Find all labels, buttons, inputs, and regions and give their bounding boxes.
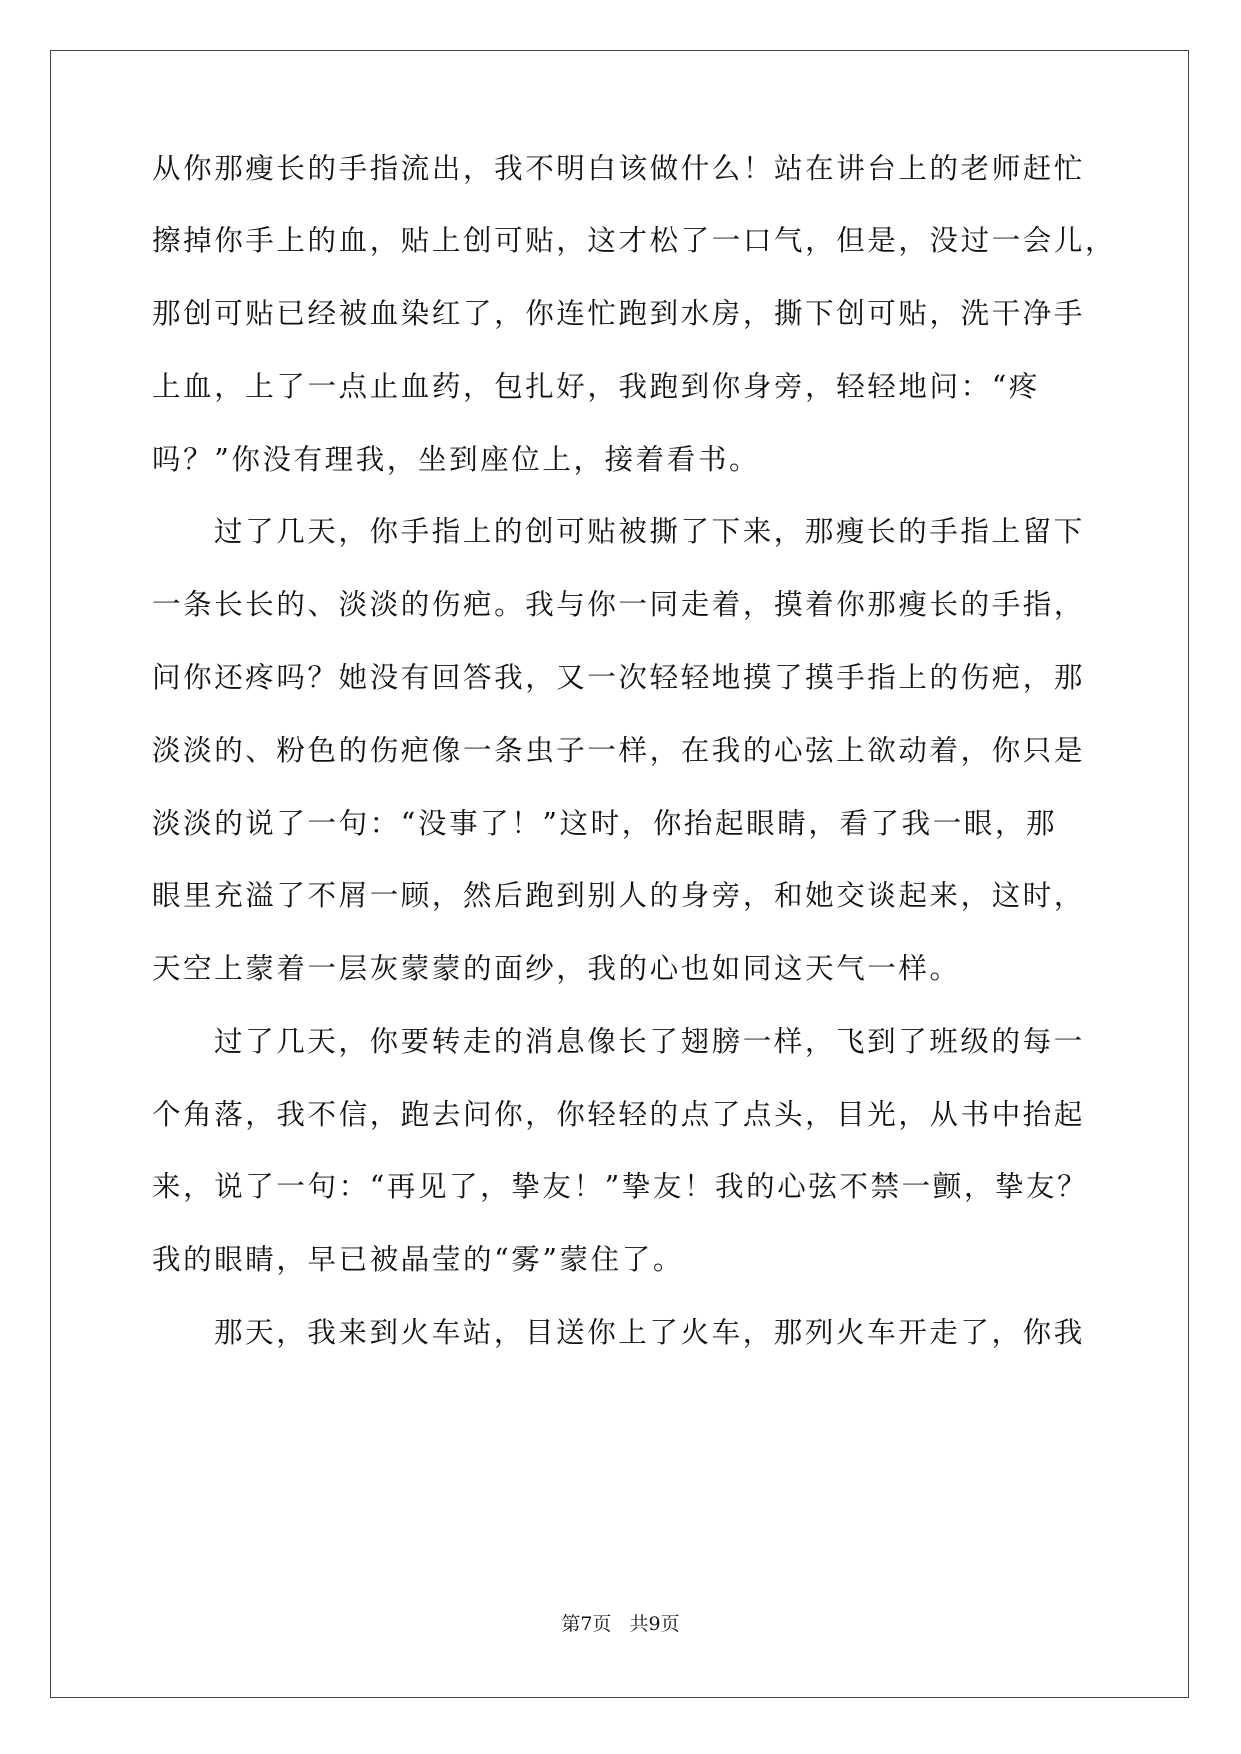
text-line: 个角落，我不信，跑去问你，你轻轻的点了点头，目光，从书中抬起 — [152, 1098, 1086, 1131]
text-line: 问你还疼吗？她没有回答我，又一次轻轻地摸了摸手指上的伤疤，那 — [152, 661, 1086, 694]
text-line: 上血，上了一点止血药，包扎好，我跑到你身旁，轻轻地问：“疼 — [152, 370, 1040, 403]
text-line: 眼里充溢了不屑一顾，然后跑到别人的身旁，和她交谈起来，这时， — [152, 879, 1086, 912]
text-line: 那创可贴已经被血染红了，你连忙跑到水房，撕下创可贴，洗干净手 — [152, 297, 1086, 330]
text-line: 擦掉你手上的血，贴上创可贴，这才松了一口气，但是，没过一会儿， — [152, 224, 1117, 257]
text-line: 我的眼睛，早已被晶莹的“雾”蒙住了。 — [152, 1243, 684, 1276]
text-line: 淡淡的说了一句：“没事了！”这时，你抬起眼睛，看了我一眼，那 — [152, 807, 1058, 840]
text-line: 一条长长的、淡淡的伤疤。我与你一同走着，摸着你那瘦长的手指， — [152, 588, 1086, 621]
text-line: 淡淡的、粉色的伤疤像一条虫子一样，在我的心弦上欲动着，你只是 — [152, 734, 1086, 767]
text-line: 从你那瘦长的手指流出，我不明白该做什么！站在讲台上的老师赶忙 — [152, 152, 1086, 185]
page-number: 第7页 共9页 — [561, 1613, 680, 1635]
paragraph-first-line: 过了几天，你手指上的创可贴被撕了下来，那瘦长的手指上留下 — [214, 515, 1085, 548]
paragraph-first-line: 过了几天，你要转走的消息像长了翅膀一样，飞到了班级的每一 — [214, 1025, 1085, 1058]
text-line: 来，说了一句：“再见了，挚友！”挚友！我的心弦不禁一颤，挚友？ — [152, 1170, 1089, 1203]
text-line: 天空上蒙着一层灰蒙蒙的面纱，我的心也如同这天气一样。 — [152, 952, 961, 985]
paragraph-first-line: 那天，我来到火车站，目送你上了火车，那列火车开走了，你我 — [214, 1316, 1085, 1349]
text-line: 吗？”你没有理我，坐到座位上，接着看书。 — [152, 443, 761, 476]
